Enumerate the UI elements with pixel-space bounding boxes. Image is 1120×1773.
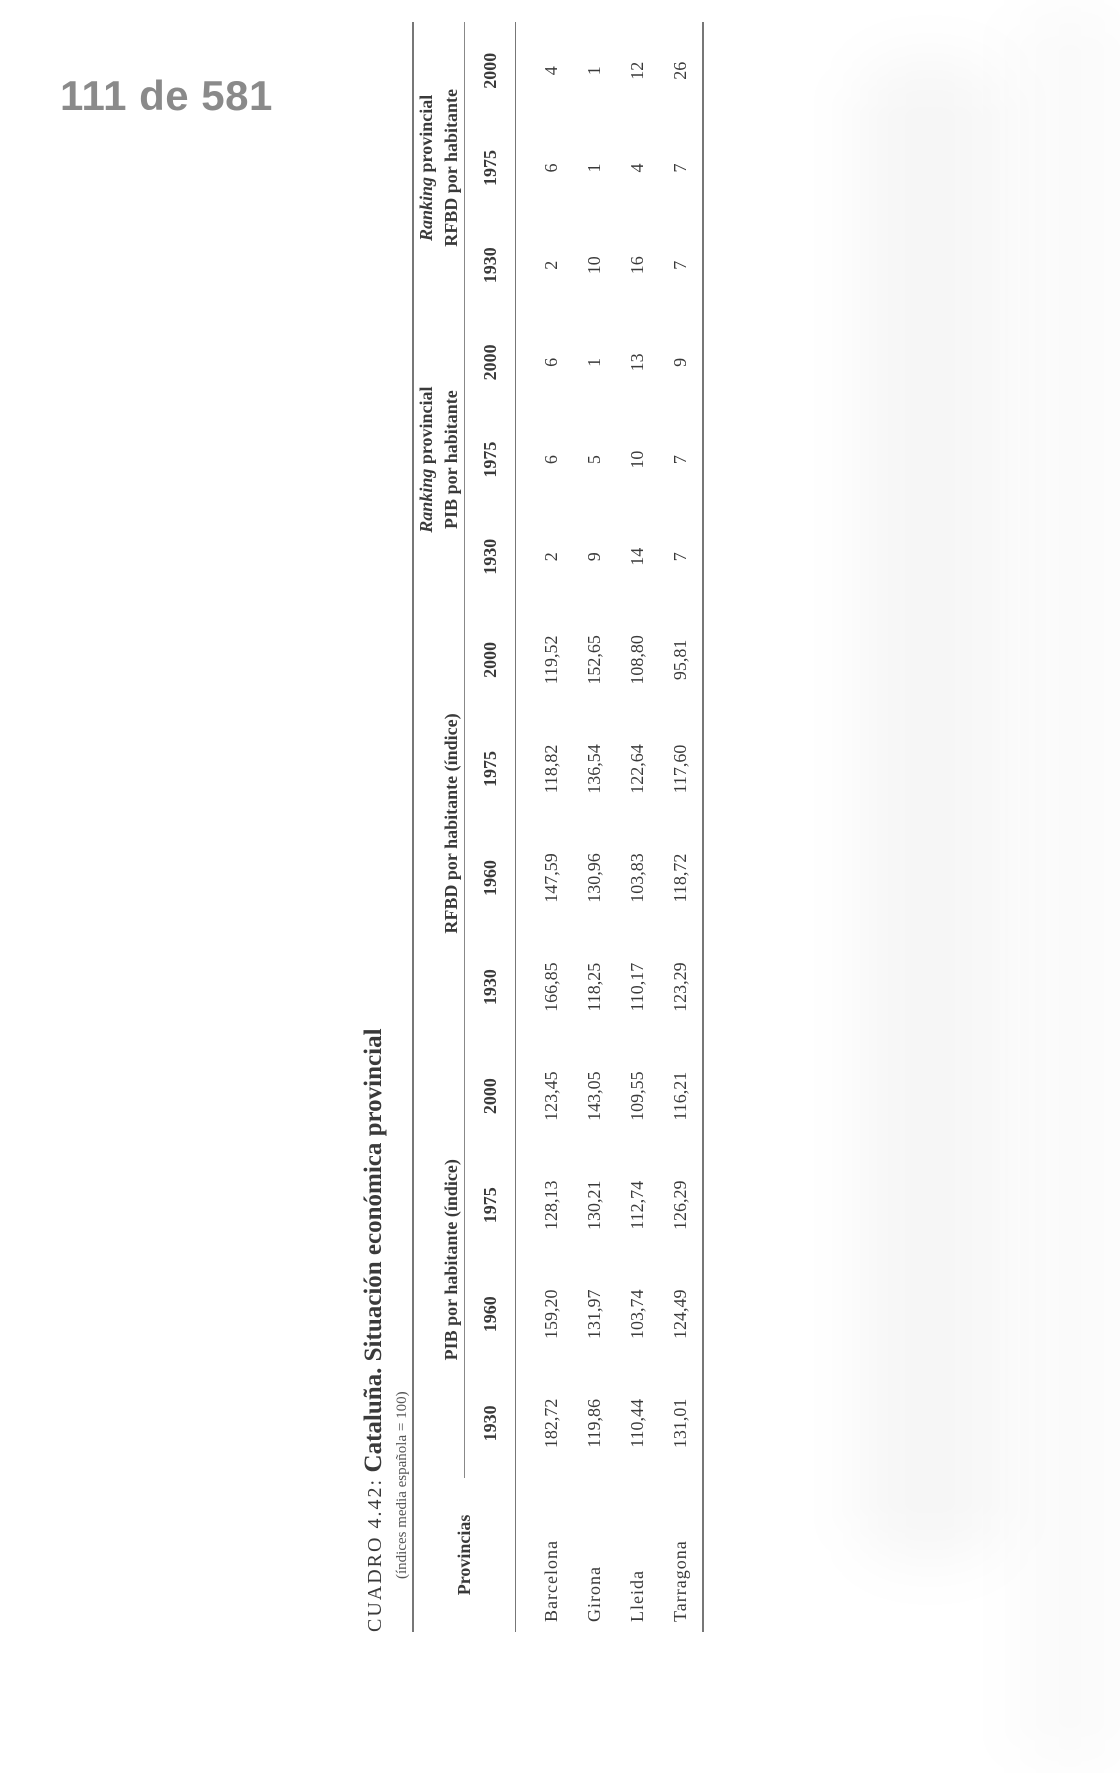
table-row: [659, 22, 703, 1632]
province-header: Provincias: [454, 1514, 474, 1596]
group-header-ranking-rfbd: Ranking provincial RFBD por habitante: [416, 89, 461, 247]
value-cell: 7: [670, 552, 690, 562]
value-cell: 119,86: [584, 1398, 604, 1448]
value-cell: 122,64: [627, 744, 647, 794]
year-header: 1975: [465, 411, 516, 508]
value-cell: 119,52: [541, 635, 561, 685]
value-cell: 166,85: [541, 962, 561, 1012]
value-cell: 5: [584, 455, 604, 465]
data-table: [412, 22, 704, 1632]
table-row: [616, 22, 659, 1632]
value-cell: 10: [627, 450, 647, 469]
value-cell: 4: [627, 163, 647, 173]
value-cell: 136,54: [584, 744, 604, 794]
value-cell: 123,29: [670, 962, 690, 1012]
value-cell: 118,82: [541, 744, 561, 794]
province-cell: Barcelona: [541, 1540, 561, 1622]
province-cell: Girona: [584, 1566, 604, 1622]
value-cell: 182,72: [541, 1398, 561, 1449]
value-cell: 118,25: [584, 962, 604, 1012]
year-header: 1930: [465, 1369, 516, 1478]
year-header: 1975: [465, 119, 516, 216]
group-header-pib: PIB por habitante (índice): [441, 1159, 461, 1361]
value-cell: 117,60: [670, 744, 690, 794]
value-cell: 1: [584, 163, 604, 173]
scan-shade: [860, 60, 1000, 1560]
value-cell: 2: [541, 260, 561, 270]
value-cell: 147,59: [541, 853, 561, 903]
caption-label: CUADRO 4.42:: [364, 1477, 386, 1632]
group-header-ranking-pib: Ranking provincial PIB por habitante: [416, 386, 461, 533]
value-cell: 1: [584, 66, 604, 76]
value-cell: 9: [670, 357, 690, 367]
value-cell: 110,44: [627, 1398, 647, 1448]
value-cell: 152,65: [584, 635, 604, 685]
group-header-row: [413, 22, 465, 1632]
value-cell: 13: [627, 353, 647, 372]
year-header: 1930: [465, 508, 516, 605]
province-cell: Lleida: [627, 1570, 647, 1622]
value-cell: 103,83: [627, 853, 647, 903]
value-cell: 130,21: [584, 1180, 604, 1230]
value-cell: 7: [670, 260, 690, 270]
value-cell: 9: [584, 552, 604, 562]
value-cell: 118,72: [670, 853, 690, 903]
value-cell: 131,01: [670, 1398, 690, 1449]
value-cell: 116,21: [670, 1071, 690, 1121]
value-cell: 16: [627, 256, 647, 275]
table-row: [573, 22, 616, 1632]
rotated-table-block: [360, 22, 790, 1632]
value-cell: 14: [627, 547, 647, 566]
value-cell: 7: [670, 455, 690, 465]
year-header: 1975: [465, 1151, 516, 1260]
page-counter: 111 de 581: [60, 72, 273, 119]
value-cell: 123,45: [541, 1071, 561, 1121]
province-cell: Tarragona: [670, 1540, 690, 1622]
value-cell: 124,49: [670, 1289, 690, 1340]
table-title: Cataluña. Situación económica provincial: [360, 1028, 387, 1473]
year-header: 2000: [465, 1042, 516, 1151]
value-cell: 112,74: [627, 1180, 647, 1230]
value-cell: 2: [541, 552, 561, 562]
table-subtitle: (índices media española = 100): [394, 1391, 410, 1579]
value-cell: 4: [541, 66, 561, 76]
value-cell: 6: [541, 357, 561, 367]
value-cell: 26: [670, 61, 690, 80]
year-header: 1930: [465, 933, 516, 1042]
table-caption: [360, 1028, 388, 1632]
table-row: [530, 22, 573, 1632]
value-cell: 12: [627, 61, 647, 80]
year-header: 1930: [465, 217, 516, 314]
value-cell: 1: [584, 357, 604, 367]
year-header: 2000: [465, 22, 516, 119]
value-cell: 108,80: [627, 635, 647, 685]
value-cell: 143,05: [584, 1071, 604, 1121]
value-cell: 109,55: [627, 1071, 647, 1121]
scan-shade: [1020, 0, 1120, 1773]
group-header-rfbd: RFBD por habitante (índice): [441, 713, 461, 934]
value-cell: 110,17: [627, 962, 647, 1012]
value-cell: 7: [670, 163, 690, 173]
value-cell: 131,97: [584, 1289, 604, 1340]
value-cell: 6: [541, 163, 561, 173]
value-cell: 159,20: [541, 1289, 561, 1340]
value-cell: 10: [584, 256, 604, 275]
year-header: 2000: [465, 605, 516, 714]
year-header: 1960: [465, 824, 516, 933]
value-cell: 130,96: [584, 853, 604, 903]
year-header-row: [465, 22, 516, 1632]
year-header: 1975: [465, 714, 516, 823]
value-cell: 126,29: [670, 1180, 690, 1230]
value-cell: 95,81: [670, 639, 690, 681]
year-header: 1960: [465, 1260, 516, 1369]
year-header: 2000: [465, 314, 516, 411]
value-cell: 6: [541, 455, 561, 465]
value-cell: 128,13: [541, 1180, 561, 1230]
value-cell: 103,74: [627, 1289, 647, 1340]
